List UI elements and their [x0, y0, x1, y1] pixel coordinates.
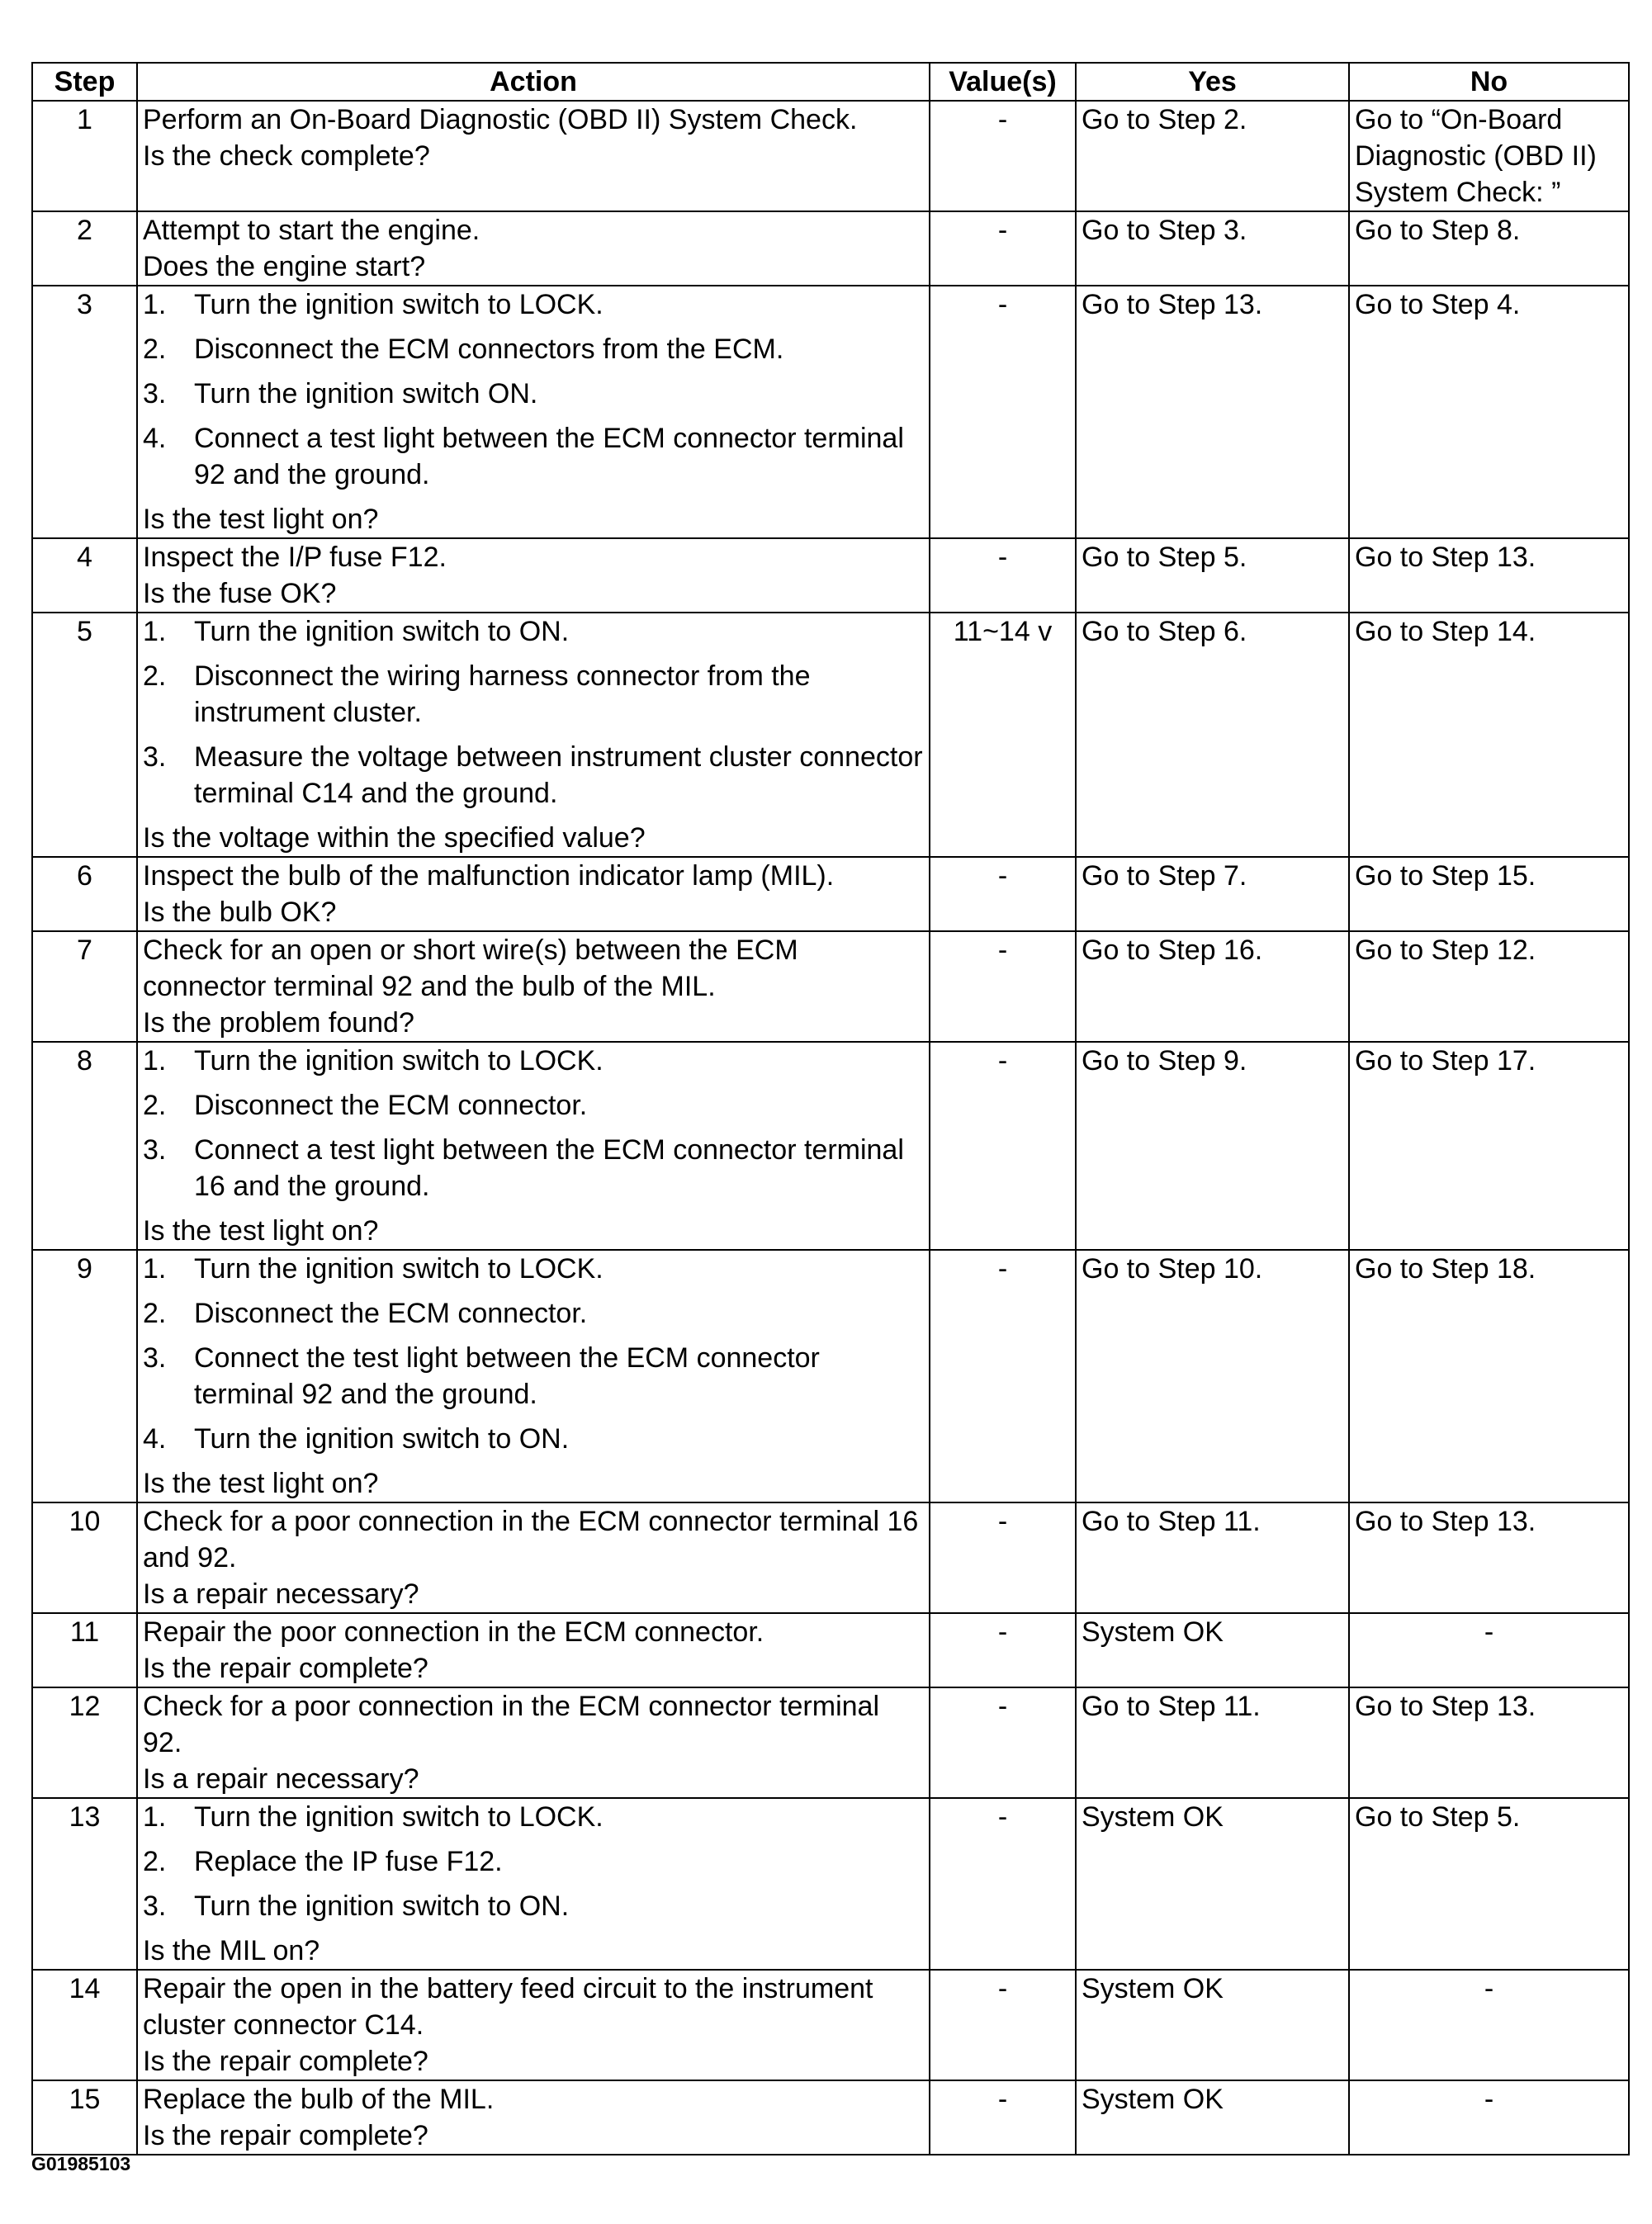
value-cell: -: [930, 2080, 1076, 2155]
action-item: [143, 1251, 924, 1287]
action-line: Check for an open or short wire(s) between the ECM connector terminal 92 and the bulb of the MIL.: [143, 935, 798, 1002]
yes-cell: Go to Step 16.: [1076, 931, 1349, 1042]
action-line: Attempt to start the engine.: [143, 215, 480, 246]
action-line: Is the test light on?: [143, 504, 379, 535]
action-item: [143, 1087, 924, 1124]
action-item-number: 3.: [143, 1342, 167, 1374]
no-cell: Go to Step 5.: [1349, 1798, 1629, 1970]
table-row: [32, 1798, 1629, 1970]
no-cell: Go to Step 4.: [1349, 286, 1629, 538]
table-row: [32, 2080, 1629, 2155]
action-cell: [137, 1042, 930, 1250]
action-cell: [137, 613, 930, 857]
action-line: Is the test light on?: [143, 1468, 379, 1499]
yes-cell: Go to Step 11.: [1076, 1502, 1349, 1613]
yes-cell: Go to Step 7.: [1076, 857, 1349, 931]
table-row: [32, 101, 1629, 211]
step-number: 3: [32, 286, 137, 538]
action-line: Perform an On-Board Diagnostic (OBD II) System Check.: [143, 104, 858, 135]
action-cell: [137, 1687, 930, 1798]
header-action: Action: [137, 63, 930, 101]
value-cell: -: [930, 211, 1076, 286]
no-cell: Go to Step 8.: [1349, 211, 1629, 286]
action-item-number: 4.: [143, 423, 167, 454]
action-item-text: Turn the ignition switch to LOCK.: [194, 1253, 604, 1285]
action-item-number: 1.: [143, 289, 167, 320]
header-step: Step: [32, 63, 137, 101]
action-item-number: 1.: [143, 1801, 167, 1833]
action-item: [143, 420, 924, 493]
table-row: [32, 857, 1629, 931]
action-item-number: 2.: [143, 1846, 167, 1877]
action-item-text: Replace the IP fuse F12.: [194, 1846, 503, 1877]
diagnostic-table: [31, 62, 1630, 2155]
table-row: [32, 538, 1629, 613]
action-item-number: 1.: [143, 1253, 167, 1285]
value-cell: -: [930, 538, 1076, 613]
action-cell: [137, 1502, 930, 1613]
action-cell: [137, 101, 930, 211]
no-cell: -: [1349, 2080, 1629, 2155]
no-cell: Go to Step 15.: [1349, 857, 1629, 931]
no-cell: Go to Step 18.: [1349, 1250, 1629, 1502]
value-cell: -: [930, 1613, 1076, 1687]
step-number: 7: [32, 931, 137, 1042]
header-no: No: [1349, 63, 1629, 101]
action-item: [143, 1295, 924, 1332]
action-item-text: Connect a test light between the ECM connector terminal 92 and the ground.: [194, 423, 904, 490]
action-item-number: 2.: [143, 334, 167, 365]
value-cell: -: [930, 286, 1076, 538]
action-item-number: 2.: [143, 660, 167, 692]
action-item-number: 3.: [143, 741, 167, 773]
yes-cell: Go to Step 3.: [1076, 211, 1349, 286]
action-line: Is the problem found?: [143, 1007, 414, 1039]
action-item: [143, 376, 924, 412]
no-cell: Go to Step 13.: [1349, 1687, 1629, 1798]
yes-cell: System OK: [1076, 1798, 1349, 1970]
value-cell: -: [930, 931, 1076, 1042]
step-number: 15: [32, 2080, 137, 2155]
action-line: Is the MIL on?: [143, 1935, 320, 1966]
action-cell: [137, 1970, 930, 2080]
value-cell: -: [930, 857, 1076, 931]
action-line: Repair the open in the battery feed circuit to the instrument cluster connector C14.: [143, 1973, 873, 2041]
step-number: 4: [32, 538, 137, 613]
action-item-text: Disconnect the ECM connector.: [194, 1090, 588, 1121]
action-line: Is the repair complete?: [143, 2120, 428, 2151]
table-row: [32, 1970, 1629, 2080]
no-cell: -: [1349, 1613, 1629, 1687]
action-line: Replace the bulb of the MIL.: [143, 2084, 495, 2115]
action-item-text: Disconnect the ECM connector.: [194, 1298, 588, 1329]
table-row: [32, 1250, 1629, 1502]
action-line: Is the voltage within the specified value?: [143, 822, 646, 854]
value-cell: -: [930, 1250, 1076, 1502]
yes-cell: System OK: [1076, 1613, 1349, 1687]
action-item-number: 4.: [143, 1423, 167, 1455]
action-item-text: Turn the ignition switch to LOCK.: [194, 1045, 604, 1077]
action-item-number: 1.: [143, 616, 167, 647]
action-cell: [137, 1613, 930, 1687]
action-item-number: 3.: [143, 1890, 167, 1922]
action-line: Check for a poor connection in the ECM connector terminal 16 and 92.: [143, 1506, 919, 1573]
action-item: [143, 613, 924, 650]
action-cell: [137, 538, 930, 613]
action-item-text: Turn the ignition switch to LOCK.: [194, 1801, 604, 1833]
action-item-text: Disconnect the ECM connectors from the ECM.: [194, 334, 784, 365]
action-line: Is the check complete?: [143, 140, 430, 172]
no-cell: Go to Step 13.: [1349, 1502, 1629, 1613]
step-number: 2: [32, 211, 137, 286]
action-line: Is a repair necessary?: [143, 1763, 419, 1795]
header-yes: Yes: [1076, 63, 1349, 101]
action-item-number: 2.: [143, 1298, 167, 1329]
table-row: [32, 286, 1629, 538]
action-line: Is the test light on?: [143, 1215, 379, 1247]
value-cell: -: [930, 1687, 1076, 1798]
table-row: [32, 931, 1629, 1042]
action-item-text: Turn the ignition switch to ON.: [194, 616, 570, 647]
action-item-text: Turn the ignition switch to ON.: [194, 1890, 570, 1922]
action-line: Does the engine start?: [143, 251, 426, 282]
action-line: Inspect the I/P fuse F12.: [143, 542, 447, 573]
action-item: [143, 1132, 924, 1204]
step-number: 9: [32, 1250, 137, 1502]
step-number: 5: [32, 613, 137, 857]
header-values: Value(s): [930, 63, 1076, 101]
action-cell: [137, 2080, 930, 2155]
action-item: [143, 1843, 924, 1880]
yes-cell: Go to Step 13.: [1076, 286, 1349, 538]
no-cell: Go to Step 12.: [1349, 931, 1629, 1042]
action-cell: [137, 931, 930, 1042]
action-line: Check for a poor connection in the ECM connector terminal 92.: [143, 1691, 880, 1758]
step-number: 11: [32, 1613, 137, 1687]
table-row: [32, 1613, 1629, 1687]
action-item: [143, 658, 924, 731]
step-number: 10: [32, 1502, 137, 1613]
action-item-text: Connect a test light between the ECM connector terminal 16 and the ground.: [194, 1134, 904, 1202]
value-cell: -: [930, 1970, 1076, 2080]
value-cell: 11~14 v: [930, 613, 1076, 857]
yes-cell: Go to Step 11.: [1076, 1687, 1349, 1798]
table-row: [32, 1502, 1629, 1613]
no-cell: Go to “On-Board Diagnostic (OBD II) System Check: ”: [1349, 101, 1629, 211]
action-line: Repair the poor connection in the ECM connector.: [143, 1616, 764, 1648]
yes-cell: Go to Step 9.: [1076, 1042, 1349, 1250]
table-row: [32, 1042, 1629, 1250]
action-item: [143, 1340, 924, 1412]
action-item: [143, 1421, 924, 1457]
table-row: [32, 1687, 1629, 1798]
step-number: 13: [32, 1798, 137, 1970]
yes-cell: Go to Step 5.: [1076, 538, 1349, 613]
action-cell: [137, 1250, 930, 1502]
action-line: Is the repair complete?: [143, 2046, 428, 2077]
yes-cell: System OK: [1076, 1970, 1349, 2080]
action-item-text: Disconnect the wiring harness connector from the instrument cluster.: [194, 660, 811, 728]
action-line: Is the fuse OK?: [143, 578, 337, 609]
yes-cell: Go to Step 2.: [1076, 101, 1349, 211]
action-item-number: 1.: [143, 1045, 167, 1077]
figure-id: G01985103: [31, 2153, 131, 2174]
action-line: Is the repair complete?: [143, 1653, 428, 1684]
header-row: [32, 63, 1629, 101]
action-item-number: 3.: [143, 378, 167, 409]
action-item-text: Turn the ignition switch ON.: [194, 378, 538, 409]
no-cell: Go to Step 14.: [1349, 613, 1629, 857]
value-cell: -: [930, 1042, 1076, 1250]
action-item: [143, 1043, 924, 1079]
table-row: [32, 613, 1629, 857]
action-item-text: Turn the ignition switch to ON.: [194, 1423, 570, 1455]
no-cell: Go to Step 17.: [1349, 1042, 1629, 1250]
action-item-text: Connect the test light between the ECM connector terminal 92 and the ground.: [194, 1342, 820, 1410]
action-cell: [137, 857, 930, 931]
action-line: Inspect the bulb of the malfunction indicator lamp (MIL).: [143, 860, 835, 892]
no-cell: Go to Step 13.: [1349, 538, 1629, 613]
table-body: [32, 101, 1629, 2155]
action-item: [143, 1888, 924, 1924]
step-number: 12: [32, 1687, 137, 1798]
action-cell: [137, 286, 930, 538]
action-item: [143, 1799, 924, 1835]
step-number: 1: [32, 101, 137, 211]
action-line: Is a repair necessary?: [143, 1578, 419, 1610]
action-item-number: 2.: [143, 1090, 167, 1121]
step-number: 8: [32, 1042, 137, 1250]
action-item-number: 3.: [143, 1134, 167, 1166]
value-cell: -: [930, 101, 1076, 211]
action-item: [143, 739, 924, 812]
step-number: 14: [32, 1970, 137, 2080]
table-row: [32, 211, 1629, 286]
value-cell: -: [930, 1502, 1076, 1613]
action-item-text: Turn the ignition switch to LOCK.: [194, 289, 604, 320]
action-item-text: Measure the voltage between instrument cluster connector terminal C14 and the ground.: [194, 741, 923, 809]
action-cell: [137, 1798, 930, 1970]
yes-cell: Go to Step 10.: [1076, 1250, 1349, 1502]
action-line: Is the bulb OK?: [143, 897, 337, 928]
action-item: [143, 331, 924, 367]
step-number: 6: [32, 857, 137, 931]
action-item: [143, 286, 924, 323]
action-cell: [137, 211, 930, 286]
yes-cell: Go to Step 6.: [1076, 613, 1349, 857]
value-cell: -: [930, 1798, 1076, 1970]
yes-cell: System OK: [1076, 2080, 1349, 2155]
no-cell: -: [1349, 1970, 1629, 2080]
